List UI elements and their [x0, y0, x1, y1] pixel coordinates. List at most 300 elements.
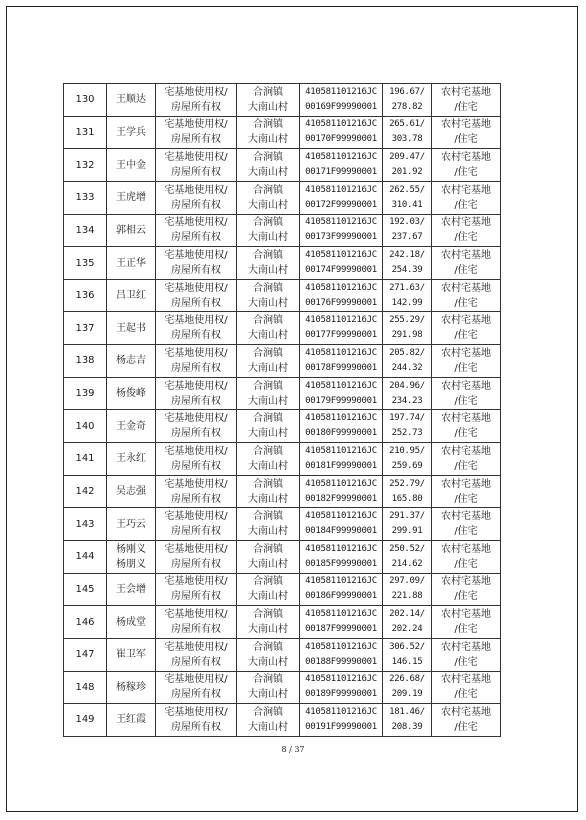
location-line: 大南山村 — [248, 721, 288, 733]
owner-name-line: 王中金 — [116, 159, 146, 171]
right-type-line: 房屋所有权 — [171, 624, 221, 636]
parcel-code-cell — [300, 84, 383, 117]
owner-name-line: 王顺达 — [116, 94, 146, 106]
land-use-line: 农村宅基地 — [441, 445, 491, 457]
table-row — [64, 181, 501, 214]
location-line: 合涧镇 — [253, 609, 283, 621]
right-type-cell — [156, 606, 237, 639]
area-line: 165.80 — [391, 493, 423, 504]
land-use-cell — [432, 279, 501, 312]
location-line: 合涧镇 — [253, 119, 283, 131]
right-type-cell — [156, 279, 237, 312]
location-cell — [237, 573, 300, 606]
parcel-code-line: 00177F99990001 — [305, 330, 377, 341]
parcel-code-line: 410581101216JC — [305, 380, 377, 391]
land-use-line: /住宅 — [454, 460, 478, 472]
right-type-line: 宅基地使用权/ — [164, 250, 228, 262]
land-use-line: /住宅 — [454, 689, 478, 701]
owner-name-line: 杨志吉 — [116, 355, 146, 367]
right-type-line: 房屋所有权 — [171, 558, 221, 570]
location-line: 大南山村 — [248, 493, 288, 505]
area-line: 181.46/ — [389, 706, 425, 717]
location-line: 大南山村 — [248, 689, 288, 701]
owner-name-line: 吕卫红 — [116, 290, 146, 302]
area-cell — [383, 312, 432, 345]
right-type-line: 房屋所有权 — [171, 460, 221, 472]
table-row — [64, 671, 501, 704]
owner-name-line: 王正华 — [116, 257, 146, 269]
land-use-line: /住宅 — [454, 265, 478, 277]
right-type-line: 房屋所有权 — [171, 232, 221, 244]
parcel-code-cell — [300, 345, 383, 378]
right-type-line: 宅基地使用权/ — [164, 217, 228, 229]
area-cell — [383, 149, 432, 182]
area-line: 221.88 — [391, 591, 423, 602]
row-number-cell: 149 — [64, 704, 107, 737]
area-line: 202.24 — [391, 624, 423, 635]
land-use-cell — [432, 671, 501, 704]
right-type-line: 宅基地使用权/ — [164, 445, 228, 457]
land-use-line: /住宅 — [454, 362, 478, 374]
owner-name-cell — [107, 671, 156, 704]
land-use-line: 农村宅基地 — [441, 282, 491, 294]
parcel-code-cell — [300, 540, 383, 573]
area-line: 259.69 — [391, 460, 423, 471]
land-use-line: /住宅 — [454, 199, 478, 211]
area-cell — [383, 443, 432, 476]
right-type-line: 宅基地使用权/ — [164, 413, 228, 425]
area-line: 242.18/ — [389, 250, 425, 261]
right-type-line: 房屋所有权 — [171, 493, 221, 505]
land-use-cell — [432, 475, 501, 508]
row-number-cell: 131 — [64, 116, 107, 149]
location-line: 大南山村 — [248, 624, 288, 636]
table-row — [64, 508, 501, 541]
area-line: 201.92 — [391, 167, 423, 178]
land-use-line: /住宅 — [454, 558, 478, 570]
land-use-cell — [432, 345, 501, 378]
area-line: 291.37/ — [389, 511, 425, 522]
land-use-cell — [432, 312, 501, 345]
location-line: 大南山村 — [248, 428, 288, 440]
row-number-cell: 132 — [64, 149, 107, 182]
right-type-line: 宅基地使用权/ — [164, 282, 228, 294]
parcel-code-cell — [300, 312, 383, 345]
right-type-cell — [156, 345, 237, 378]
location-line: 大南山村 — [248, 330, 288, 342]
area-cell — [383, 247, 432, 280]
table-row — [64, 345, 501, 378]
land-use-cell — [432, 181, 501, 214]
owner-name-cell — [107, 573, 156, 606]
location-line: 合涧镇 — [253, 250, 283, 262]
owner-name-cell — [107, 540, 156, 573]
right-type-line: 宅基地使用权/ — [164, 478, 228, 490]
location-line: 合涧镇 — [253, 543, 283, 555]
land-use-line: 农村宅基地 — [441, 315, 491, 327]
right-type-line: 宅基地使用权/ — [164, 511, 228, 523]
location-line: 大南山村 — [248, 591, 288, 603]
right-type-line: 房屋所有权 — [171, 656, 221, 668]
land-use-line: 农村宅基地 — [441, 119, 491, 131]
right-type-line: 房屋所有权 — [171, 362, 221, 374]
right-type-cell — [156, 573, 237, 606]
owner-name-line: 王会增 — [116, 583, 146, 595]
parcel-code-line: 410581101216JC — [305, 315, 377, 326]
area-cell — [383, 540, 432, 573]
area-cell — [383, 345, 432, 378]
row-number-cell: 140 — [64, 410, 107, 443]
parcel-code-cell — [300, 410, 383, 443]
parcel-code-line: 00185F99990001 — [305, 558, 377, 569]
land-use-line: 农村宅基地 — [441, 413, 491, 425]
registry-table — [63, 83, 501, 737]
location-cell — [237, 181, 300, 214]
owner-name-line: 杨俊峰 — [116, 388, 146, 400]
table-row — [64, 606, 501, 639]
right-type-line: 宅基地使用权/ — [164, 706, 228, 718]
location-cell — [237, 704, 300, 737]
right-type-line: 房屋所有权 — [171, 134, 221, 146]
land-use-cell — [432, 149, 501, 182]
parcel-code-cell — [300, 181, 383, 214]
land-use-line: 农村宅基地 — [441, 543, 491, 555]
parcel-code-line: 00186F99990001 — [305, 591, 377, 602]
right-type-line: 宅基地使用权/ — [164, 86, 228, 98]
right-type-line: 宅基地使用权/ — [164, 543, 228, 555]
parcel-code-line: 410581101216JC — [305, 706, 377, 717]
row-number-cell: 133 — [64, 181, 107, 214]
parcel-code-line: 410581101216JC — [305, 282, 377, 293]
owner-name-cell — [107, 345, 156, 378]
right-type-cell — [156, 214, 237, 247]
land-use-cell — [432, 606, 501, 639]
land-use-line: 农村宅基地 — [441, 347, 491, 359]
location-line: 大南山村 — [248, 656, 288, 668]
right-type-line: 房屋所有权 — [171, 689, 221, 701]
area-cell — [383, 475, 432, 508]
parcel-code-line: 410581101216JC — [305, 413, 377, 424]
parcel-code-line: 00174F99990001 — [305, 265, 377, 276]
right-type-line: 宅基地使用权/ — [164, 347, 228, 359]
parcel-code-cell — [300, 149, 383, 182]
table-row — [64, 573, 501, 606]
right-type-cell — [156, 443, 237, 476]
land-use-cell — [432, 116, 501, 149]
parcel-code-line: 00179F99990001 — [305, 395, 377, 406]
parcel-code-line: 00181F99990001 — [305, 460, 377, 471]
owner-name-cell — [107, 377, 156, 410]
owner-name-cell — [107, 475, 156, 508]
parcel-code-line: 410581101216JC — [305, 543, 377, 554]
land-use-cell — [432, 214, 501, 247]
row-number-cell: 147 — [64, 638, 107, 671]
area-line: 234.23 — [391, 395, 423, 406]
location-cell — [237, 214, 300, 247]
owner-name-line: 杨成堂 — [116, 616, 146, 628]
parcel-code-line: 00178F99990001 — [305, 362, 377, 373]
right-type-line: 房屋所有权 — [171, 297, 221, 309]
land-use-line: /住宅 — [454, 721, 478, 733]
table-row — [64, 540, 501, 573]
land-use-line: 农村宅基地 — [441, 152, 491, 164]
location-line: 大南山村 — [248, 265, 288, 277]
area-cell — [383, 84, 432, 117]
parcel-code-line: 410581101216JC — [305, 445, 377, 456]
land-use-line: /住宅 — [454, 167, 478, 179]
right-type-cell — [156, 508, 237, 541]
area-line: 254.39 — [391, 265, 423, 276]
right-type-cell — [156, 247, 237, 280]
owner-name-cell — [107, 214, 156, 247]
area-line: 250.52/ — [389, 543, 425, 554]
area-line: 208.39 — [391, 721, 423, 732]
parcel-code-cell — [300, 443, 383, 476]
parcel-code-cell — [300, 606, 383, 639]
right-type-line: 房屋所有权 — [171, 101, 221, 113]
owner-name-cell — [107, 443, 156, 476]
right-type-line: 房屋所有权 — [171, 199, 221, 211]
land-use-line: /住宅 — [454, 395, 478, 407]
row-number-cell: 138 — [64, 345, 107, 378]
area-cell — [383, 704, 432, 737]
location-line: 大南山村 — [248, 460, 288, 472]
owner-name-line: 王虎增 — [116, 192, 146, 204]
right-type-line: 宅基地使用权/ — [164, 380, 228, 392]
area-cell — [383, 116, 432, 149]
parcel-code-line: 410581101216JC — [305, 511, 377, 522]
parcel-code-line: 410581101216JC — [305, 250, 377, 261]
location-line: 大南山村 — [248, 297, 288, 309]
owner-name-cell — [107, 279, 156, 312]
location-line: 合涧镇 — [253, 445, 283, 457]
location-line: 大南山村 — [248, 167, 288, 179]
registry-table-body — [64, 84, 501, 737]
land-use-cell — [432, 247, 501, 280]
land-use-cell — [432, 638, 501, 671]
parcel-code-cell — [300, 573, 383, 606]
right-type-cell — [156, 475, 237, 508]
parcel-code-line: 00182F99990001 — [305, 493, 377, 504]
location-cell — [237, 84, 300, 117]
table-row — [64, 638, 501, 671]
right-type-line: 宅基地使用权/ — [164, 609, 228, 621]
location-cell — [237, 377, 300, 410]
location-cell — [237, 410, 300, 443]
table-row — [64, 279, 501, 312]
location-line: 大南山村 — [248, 232, 288, 244]
table-row — [64, 116, 501, 149]
row-number-cell: 137 — [64, 312, 107, 345]
right-type-cell — [156, 704, 237, 737]
land-use-line: 农村宅基地 — [441, 380, 491, 392]
owner-name-line: 杨稼珍 — [116, 681, 146, 693]
owner-name-line: 王学兵 — [116, 126, 146, 138]
location-line: 合涧镇 — [253, 478, 283, 490]
land-use-cell — [432, 704, 501, 737]
location-cell — [237, 606, 300, 639]
area-line: 297.09/ — [389, 576, 425, 587]
owner-name-line: 杨朋义 — [116, 558, 146, 570]
location-cell — [237, 638, 300, 671]
parcel-code-line: 410581101216JC — [305, 119, 377, 130]
parcel-code-line: 00188F99990001 — [305, 656, 377, 667]
parcel-code-cell — [300, 116, 383, 149]
right-type-cell — [156, 149, 237, 182]
parcel-code-line: 410581101216JC — [305, 347, 377, 358]
row-number-cell: 146 — [64, 606, 107, 639]
location-cell — [237, 247, 300, 280]
land-use-line: /住宅 — [454, 232, 478, 244]
land-use-line: 农村宅基地 — [441, 478, 491, 490]
parcel-code-line: 410581101216JC — [305, 576, 377, 587]
right-type-cell — [156, 84, 237, 117]
area-line: 237.67 — [391, 232, 423, 243]
right-type-cell — [156, 377, 237, 410]
land-use-line: 农村宅基地 — [441, 609, 491, 621]
location-cell — [237, 149, 300, 182]
location-line: 合涧镇 — [253, 282, 283, 294]
parcel-code-cell — [300, 671, 383, 704]
right-type-line: 房屋所有权 — [171, 526, 221, 538]
owner-name-cell — [107, 149, 156, 182]
location-cell — [237, 345, 300, 378]
right-type-cell — [156, 410, 237, 443]
location-line: 大南山村 — [248, 134, 288, 146]
owner-name-line: 王起书 — [116, 322, 146, 334]
right-type-line: 宅基地使用权/ — [164, 315, 228, 327]
owner-name-cell — [107, 247, 156, 280]
row-number-cell: 136 — [64, 279, 107, 312]
area-cell — [383, 573, 432, 606]
table-row — [64, 475, 501, 508]
right-type-line: 房屋所有权 — [171, 428, 221, 440]
owner-name-cell — [107, 606, 156, 639]
area-cell — [383, 671, 432, 704]
land-use-line: /住宅 — [454, 624, 478, 636]
row-number-cell: 144 — [64, 540, 107, 573]
area-line: 196.67/ — [389, 86, 425, 97]
area-line: 252.79/ — [389, 478, 425, 489]
parcel-code-line: 00184F99990001 — [305, 526, 377, 537]
parcel-code-line: 410581101216JC — [305, 478, 377, 489]
parcel-code-line: 00171F99990001 — [305, 167, 377, 178]
area-line: 146.15 — [391, 656, 423, 667]
owner-name-cell — [107, 508, 156, 541]
owner-name-line: 杨刚义 — [116, 543, 146, 555]
area-line: 192.03/ — [389, 217, 425, 228]
land-use-cell — [432, 84, 501, 117]
location-line: 合涧镇 — [253, 674, 283, 686]
land-use-cell — [432, 540, 501, 573]
area-cell — [383, 279, 432, 312]
area-line: 202.14/ — [389, 609, 425, 620]
location-cell — [237, 475, 300, 508]
location-line: 合涧镇 — [253, 86, 283, 98]
parcel-code-line: 410581101216JC — [305, 609, 377, 620]
row-number-cell: 143 — [64, 508, 107, 541]
location-line: 大南山村 — [248, 558, 288, 570]
right-type-cell — [156, 671, 237, 704]
parcel-code-cell — [300, 638, 383, 671]
row-number-cell: 141 — [64, 443, 107, 476]
location-line: 大南山村 — [248, 362, 288, 374]
owner-name-cell — [107, 410, 156, 443]
row-number-cell: 145 — [64, 573, 107, 606]
location-cell — [237, 312, 300, 345]
location-line: 大南山村 — [248, 526, 288, 538]
area-cell — [383, 638, 432, 671]
location-line: 大南山村 — [248, 395, 288, 407]
owner-name-cell — [107, 704, 156, 737]
location-line: 大南山村 — [248, 199, 288, 211]
land-use-line: /住宅 — [454, 428, 478, 440]
area-cell — [383, 214, 432, 247]
area-line: 252.73 — [391, 428, 423, 439]
parcel-code-line: 00169F99990001 — [305, 101, 377, 112]
area-cell — [383, 606, 432, 639]
row-number-cell: 142 — [64, 475, 107, 508]
location-line: 合涧镇 — [253, 184, 283, 196]
right-type-line: 房屋所有权 — [171, 591, 221, 603]
table-row — [64, 312, 501, 345]
land-use-line: 农村宅基地 — [441, 86, 491, 98]
owner-name-line: 王巧云 — [116, 518, 146, 530]
parcel-code-cell — [300, 704, 383, 737]
land-use-line: 农村宅基地 — [441, 250, 491, 262]
land-use-line: /住宅 — [454, 134, 478, 146]
right-type-line: 房屋所有权 — [171, 721, 221, 733]
right-type-line: 宅基地使用权/ — [164, 641, 228, 653]
land-use-line: /住宅 — [454, 493, 478, 505]
land-use-line: /住宅 — [454, 591, 478, 603]
area-line: 262.55/ — [389, 184, 425, 195]
area-line: 205.82/ — [389, 347, 425, 358]
land-use-line: /住宅 — [454, 330, 478, 342]
area-line: 210.95/ — [389, 445, 425, 456]
parcel-code-line: 410581101216JC — [305, 152, 377, 163]
parcel-code-line: 00189F99990001 — [305, 689, 377, 700]
parcel-code-line: 00176F99990001 — [305, 297, 377, 308]
land-use-line: 农村宅基地 — [441, 706, 491, 718]
owner-name-line: 崔卫军 — [116, 649, 146, 661]
parcel-code-line: 00187F99990001 — [305, 624, 377, 635]
owner-name-cell — [107, 116, 156, 149]
location-line: 合涧镇 — [253, 511, 283, 523]
location-line: 合涧镇 — [253, 380, 283, 392]
land-use-line: /住宅 — [454, 297, 478, 309]
location-line: 合涧镇 — [253, 217, 283, 229]
land-use-line: 农村宅基地 — [441, 674, 491, 686]
land-use-line: /住宅 — [454, 101, 478, 113]
location-line: 合涧镇 — [253, 576, 283, 588]
table-row — [64, 247, 501, 280]
parcel-code-line: 410581101216JC — [305, 217, 377, 228]
area-line: 197.74/ — [389, 413, 425, 424]
parcel-code-line: 00191F99990001 — [305, 721, 377, 732]
parcel-code-line: 410581101216JC — [305, 184, 377, 195]
right-type-line: 宅基地使用权/ — [164, 674, 228, 686]
location-line: 大南山村 — [248, 101, 288, 113]
land-use-line: 农村宅基地 — [441, 576, 491, 588]
location-line: 合涧镇 — [253, 347, 283, 359]
parcel-code-line: 00170F99990001 — [305, 134, 377, 145]
table-row — [64, 84, 501, 117]
table-row — [64, 214, 501, 247]
location-line: 合涧镇 — [253, 152, 283, 164]
land-use-cell — [432, 508, 501, 541]
owner-name-line: 王金奇 — [116, 420, 146, 432]
